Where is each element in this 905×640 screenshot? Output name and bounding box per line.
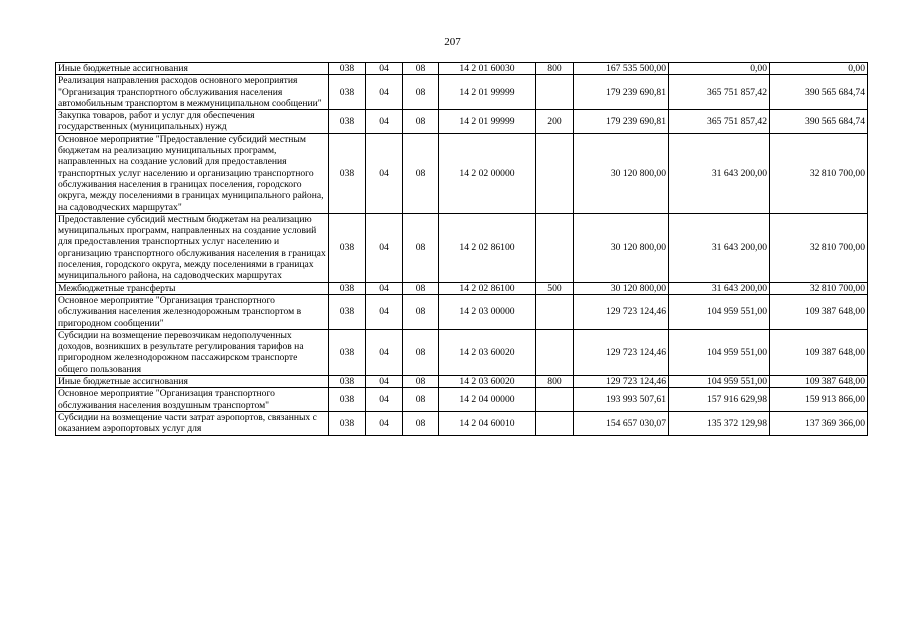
subsection-code-cell: 08 — [403, 329, 439, 375]
amount-year1-cell: 179 239 690,81 — [574, 110, 669, 134]
amount-year2-cell: 104 959 551,00 — [669, 376, 770, 388]
ministry-code-cell: 038 — [329, 388, 366, 412]
amount-year3-cell: 159 913 866,00 — [770, 388, 868, 412]
expense-type-cell — [536, 411, 574, 435]
amount-year2-cell: 31 643 200,00 — [669, 213, 770, 282]
amount-year3-cell: 137 369 366,00 — [770, 411, 868, 435]
table-row — [56, 411, 868, 435]
expense-type-cell — [536, 213, 574, 282]
amount-year1-cell: 30 120 800,00 — [574, 282, 669, 294]
ministry-code-cell: 038 — [329, 63, 366, 75]
section-code-cell: 04 — [366, 329, 403, 375]
amount-year1-cell: 193 993 507,61 — [574, 388, 669, 412]
expense-type-cell — [536, 294, 574, 329]
section-code-cell: 04 — [366, 376, 403, 388]
page-number: 207 — [444, 36, 461, 48]
target-article-cell: 14 2 02 86100 — [439, 282, 536, 294]
target-article-cell: 14 2 03 60020 — [439, 376, 536, 388]
target-article-cell: 14 2 01 60030 — [439, 63, 536, 75]
target-article-cell: 14 2 02 00000 — [439, 133, 536, 213]
row-name-cell: Иные бюджетные ассигнования — [56, 376, 329, 388]
target-article-cell: 14 2 02 86100 — [439, 213, 536, 282]
amount-year3-cell: 109 387 648,00 — [770, 376, 868, 388]
section-code-cell: 04 — [366, 110, 403, 134]
subsection-code-cell: 08 — [403, 63, 439, 75]
target-article-cell: 14 2 03 60020 — [439, 329, 536, 375]
subsection-code-cell: 08 — [403, 376, 439, 388]
table-row — [56, 282, 868, 294]
table-row — [56, 376, 868, 388]
ministry-code-cell: 038 — [329, 376, 366, 388]
amount-year3-cell: 32 810 700,00 — [770, 133, 868, 213]
row-name-cell: Основное мероприятие "Предоставление субсидий местным бюджетам на реализацию муниципальных программ, направленных на создание условий для предоставления транспортных услуг населению и организацию транспортного обслуживания населения в границах поселения, городского округа, между поселениями в границах муниципального района, на садоводческих маршрутах" — [56, 133, 329, 213]
ministry-code-cell: 038 — [329, 75, 366, 110]
amount-year1-cell: 179 239 690,81 — [574, 75, 669, 110]
amount-year1-cell: 30 120 800,00 — [574, 213, 669, 282]
subsection-code-cell: 08 — [403, 213, 439, 282]
section-code-cell: 04 — [366, 75, 403, 110]
table-row — [56, 75, 868, 110]
expense-type-cell — [536, 388, 574, 412]
section-code-cell: 04 — [366, 294, 403, 329]
row-name-cell: Реализация направления расходов основного мероприятия "Организация транспортного обслуживания населения автомобильным транспортом в межмуниципальном сообщении" — [56, 75, 329, 110]
section-code-cell: 04 — [366, 282, 403, 294]
amount-year2-cell: 104 959 551,00 — [669, 329, 770, 375]
subsection-code-cell: 08 — [403, 110, 439, 134]
amount-year1-cell: 167 535 500,00 — [574, 63, 669, 75]
target-article-cell: 14 2 03 00000 — [439, 294, 536, 329]
section-code-cell: 04 — [366, 133, 403, 213]
amount-year3-cell: 109 387 648,00 — [770, 329, 868, 375]
table-row — [56, 110, 868, 134]
amount-year3-cell: 32 810 700,00 — [770, 213, 868, 282]
amount-year1-cell: 129 723 124,46 — [574, 376, 669, 388]
subsection-code-cell: 08 — [403, 388, 439, 412]
expense-type-cell: 200 — [536, 110, 574, 134]
amount-year1-cell: 30 120 800,00 — [574, 133, 669, 213]
amount-year1-cell: 129 723 124,46 — [574, 329, 669, 375]
amount-year3-cell: 0,00 — [770, 63, 868, 75]
ministry-code-cell: 038 — [329, 294, 366, 329]
ministry-code-cell: 038 — [329, 282, 366, 294]
expense-type-cell: 500 — [536, 282, 574, 294]
ministry-code-cell: 038 — [329, 213, 366, 282]
amount-year1-cell: 154 657 030,07 — [574, 411, 669, 435]
subsection-code-cell: 08 — [403, 282, 439, 294]
row-name-cell: Закупка товаров, работ и услуг для обеспечения государственных (муниципальных) нужд — [56, 110, 329, 134]
row-name-cell: Предоставление субсидий местным бюджетам на реализацию муниципальных программ, направленных на создание условий для предоставления транспортных услуг населению и организацию транспортного обслуживания населения в границах поселения, городского округа, между поселениями в границах муниципального района, на садоводческих маршрутах — [56, 213, 329, 282]
row-name-cell: Иные бюджетные ассигнования — [56, 63, 329, 75]
table-row — [56, 294, 868, 329]
amount-year1-cell: 129 723 124,46 — [574, 294, 669, 329]
amount-year2-cell: 365 751 857,42 — [669, 110, 770, 134]
amount-year2-cell: 104 959 551,00 — [669, 294, 770, 329]
amount-year2-cell: 31 643 200,00 — [669, 133, 770, 213]
expense-type-cell — [536, 133, 574, 213]
amount-year2-cell: 0,00 — [669, 63, 770, 75]
expense-type-cell: 800 — [536, 63, 574, 75]
row-name-cell: Межбюджетные трансферты — [56, 282, 329, 294]
row-name-cell: Субсидии на возмещение части затрат аэропортов, связанных с оказанием аэропортовых услуг для — [56, 411, 329, 435]
subsection-code-cell: 08 — [403, 75, 439, 110]
amount-year2-cell: 365 751 857,42 — [669, 75, 770, 110]
table-row — [56, 133, 868, 213]
section-code-cell: 04 — [366, 388, 403, 412]
row-name-cell: Основное мероприятие "Организация транспортного обслуживания населения воздушным транспортом" — [56, 388, 329, 412]
table-row — [56, 213, 868, 282]
subsection-code-cell: 08 — [403, 133, 439, 213]
target-article-cell: 14 2 01 99999 — [439, 75, 536, 110]
table-row — [56, 63, 868, 75]
expense-type-cell: 800 — [536, 376, 574, 388]
amount-year2-cell: 135 372 129,98 — [669, 411, 770, 435]
amount-year2-cell: 31 643 200,00 — [669, 282, 770, 294]
row-name-cell: Субсидии на возмещение перевозчикам недополученных доходов, возникших в результате регулирования тарифов на пригородном железнодорожном пассажирском транспорте общего пользования — [56, 329, 329, 375]
expense-type-cell — [536, 329, 574, 375]
target-article-cell: 14 2 04 60010 — [439, 411, 536, 435]
amount-year3-cell: 32 810 700,00 — [770, 282, 868, 294]
subsection-code-cell: 08 — [403, 294, 439, 329]
ministry-code-cell: 038 — [329, 133, 366, 213]
ministry-code-cell: 038 — [329, 329, 366, 375]
amount-year3-cell: 390 565 684,74 — [770, 110, 868, 134]
expense-type-cell — [536, 75, 574, 110]
budget-table — [55, 62, 868, 436]
amount-year3-cell: 390 565 684,74 — [770, 75, 868, 110]
ministry-code-cell: 038 — [329, 411, 366, 435]
amount-year2-cell: 157 916 629,98 — [669, 388, 770, 412]
section-code-cell: 04 — [366, 213, 403, 282]
section-code-cell: 04 — [366, 63, 403, 75]
table-row — [56, 388, 868, 412]
amount-year3-cell: 109 387 648,00 — [770, 294, 868, 329]
target-article-cell: 14 2 04 00000 — [439, 388, 536, 412]
subsection-code-cell: 08 — [403, 411, 439, 435]
section-code-cell: 04 — [366, 411, 403, 435]
table-row — [56, 329, 868, 375]
target-article-cell: 14 2 01 99999 — [439, 110, 536, 134]
row-name-cell: Основное мероприятие "Организация транспортного обслуживания населения железнодорожным транспортом в пригородном сообщении" — [56, 294, 329, 329]
table-body — [56, 63, 868, 436]
ministry-code-cell: 038 — [329, 110, 366, 134]
